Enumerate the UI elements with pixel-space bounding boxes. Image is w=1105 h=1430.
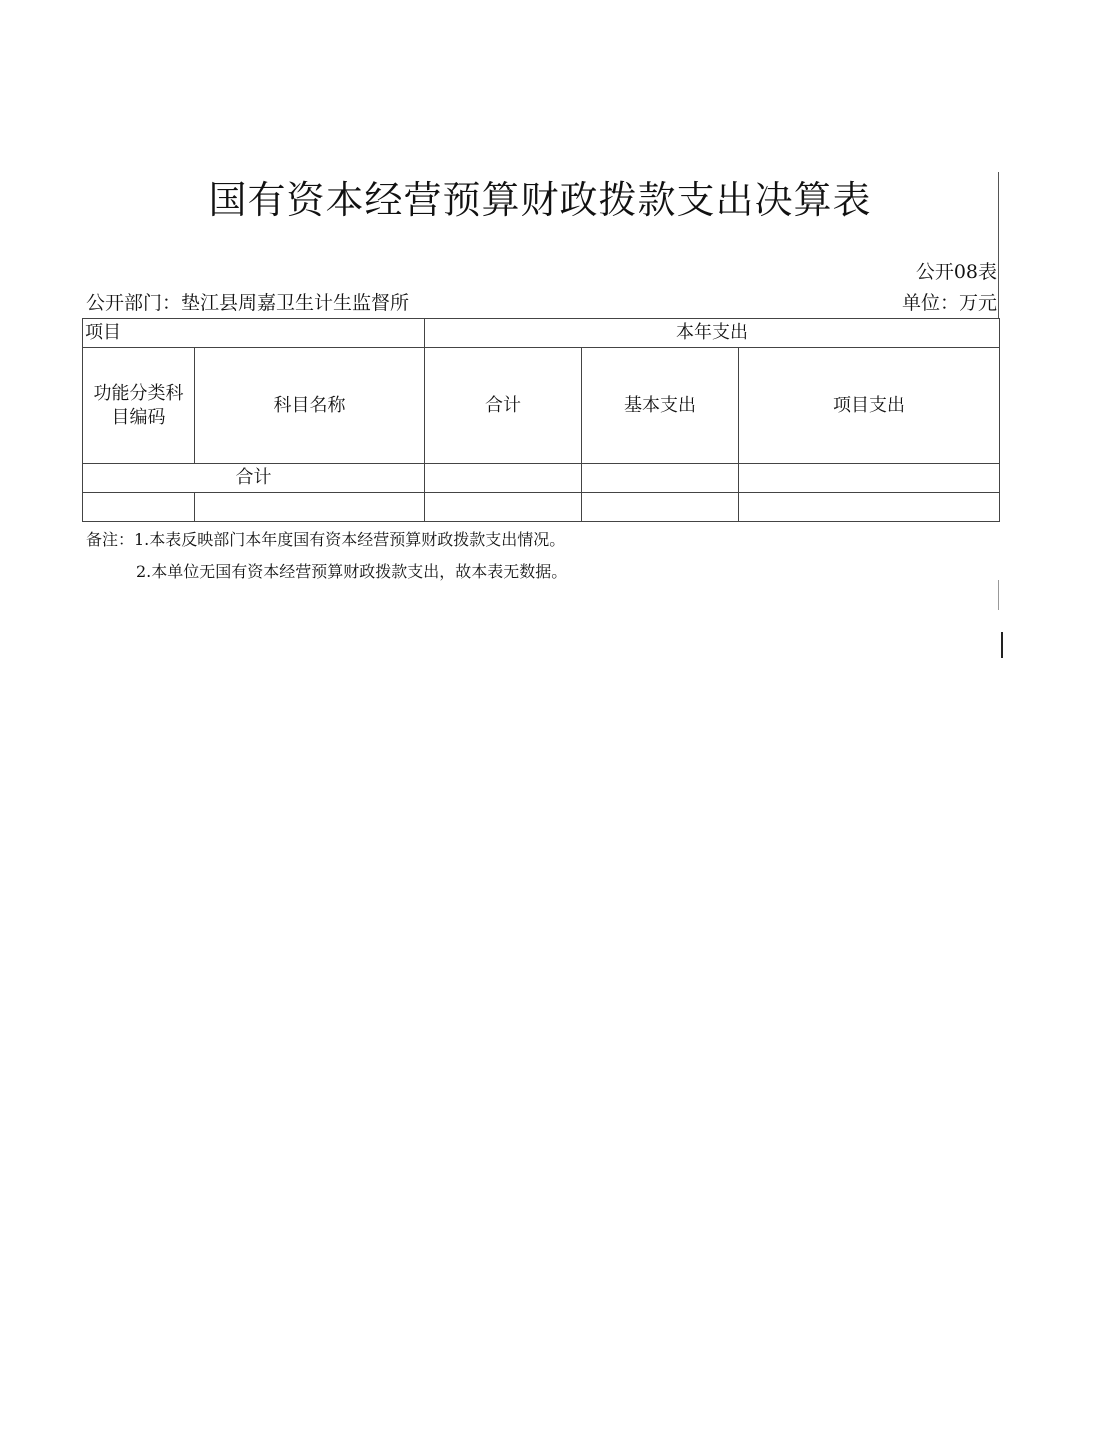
table-subheader-row [83,348,1000,464]
page-edge-line [998,172,999,318]
page-edge-mark [998,580,999,610]
unit-label: 单位：万元 [901,292,997,314]
total-row-total-cell [425,464,582,493]
text-cursor-mark [1001,632,1003,658]
col-project-header: 项目支出 [739,348,1000,464]
table-cell-code [83,493,195,522]
col-basic-header: 基本支出 [582,348,739,464]
expenditure-table [82,318,1000,522]
note-line-1: 备注：1.本表反映部门本年度国有资本经营预算财政拨款支出情况。 [86,530,566,549]
department-label: 公开部门：垫江县周嘉卫生计生监督所 [86,292,410,314]
total-row-label: 合计 [83,464,425,493]
total-row-project-cell [739,464,1000,493]
table-header-row [83,319,1000,348]
notes-block [86,524,567,588]
table-number: 公开08表 [915,261,997,283]
table-total-row [83,464,1000,493]
header-current-year-cell: 本年支出 [425,319,1000,348]
header-item-cell: 项目 [83,319,425,348]
table-cell-name [195,493,425,522]
table-row [83,493,1000,522]
document-title: 国有资本经营预算财政拨款支出决算表 [208,178,872,222]
table-cell-project [739,493,1000,522]
table-cell-total [425,493,582,522]
total-row-basic-cell [582,464,739,493]
note-line-2: 2.本单位无国有资本经营预算财政拨款支出，故本表无数据。 [136,562,568,581]
col-total-header: 合计 [425,348,582,464]
col-name-header: 科目名称 [195,348,425,464]
col-code-header: 功能分类科目编码 [83,348,195,464]
table-cell-basic [582,493,739,522]
